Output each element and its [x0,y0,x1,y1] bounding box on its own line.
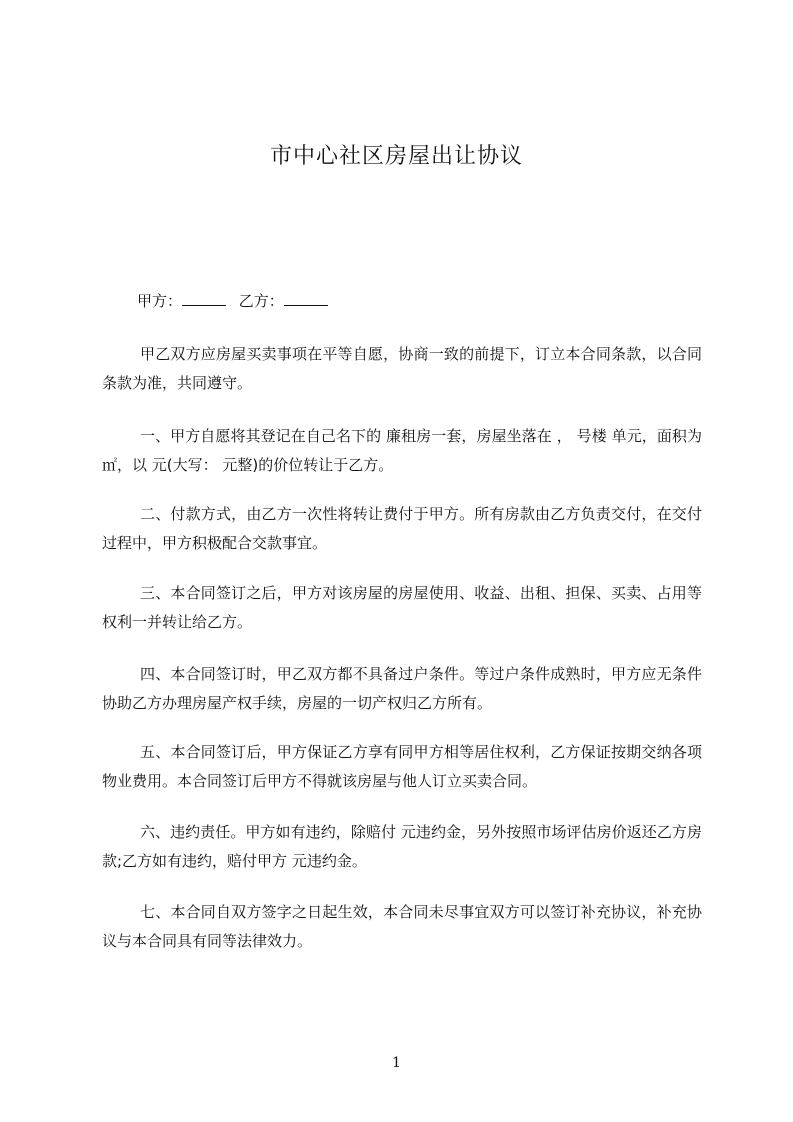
paragraph-clause-7: 七、本合同自双方签字之日起生效，本合同未尽事宜双方可以签订补充协议，补充协议与本合同具有同等法律效力。 [102,903,702,950]
party-a-label: 甲方： [137,292,183,310]
paragraph-clause-1: 一、甲方自愿将其登记在自己名下的 廉租房一套，房屋坐落在 ， 号楼 单元，面积为 ㎡，以 元(大写： 元整)的价位转让于乙方。 [102,427,702,474]
paragraph-clause-4: 四、本合同签订时，甲乙双方都不具备过户条件。等过户条件成熟时，甲方应无条件协助乙方办理房屋产权手续，房屋的一切产权归乙方所有。 [102,665,702,712]
party-b-label: 乙方： [238,292,284,310]
parties-line [137,290,336,312]
paragraph-clause-5: 五、本合同签订后，甲方保证乙方享有同甲方相等居住权利，乙方保证按期交纳各项物业费用。本合同签订后甲方不得就该房屋与他人订立买卖合同。 [102,743,702,790]
page-number: 1 [392,1055,401,1071]
paragraph-preamble: 甲乙双方应房屋买卖事项在平等自愿，协商一致的前提下，订立本合同条款，以合同条款为准，共同遵守。 [102,345,702,392]
paragraph-clause-3: 三、本合同签订之后，甲方对该房屋的房屋使用、收益、出租、担保、买卖、占用等权利一并转让给乙方。 [102,584,702,631]
party-a-blank [182,291,226,306]
document-title: 市中心社区房屋出让协议 [269,144,523,169]
paragraph-clause-2: 二、付款方式，由乙方一次性将转让费付于甲方。所有房款由乙方负责交付，在交付过程中，甲方积极配合交款事宜。 [102,505,702,552]
party-b-blank [284,291,328,306]
paragraph-clause-6: 六、违约责任。甲方如有违约，除赔付 元违约金，另外按照市场评估房价返还乙方房款;乙方如有违约，赔付甲方 元违约金。 [102,823,702,870]
